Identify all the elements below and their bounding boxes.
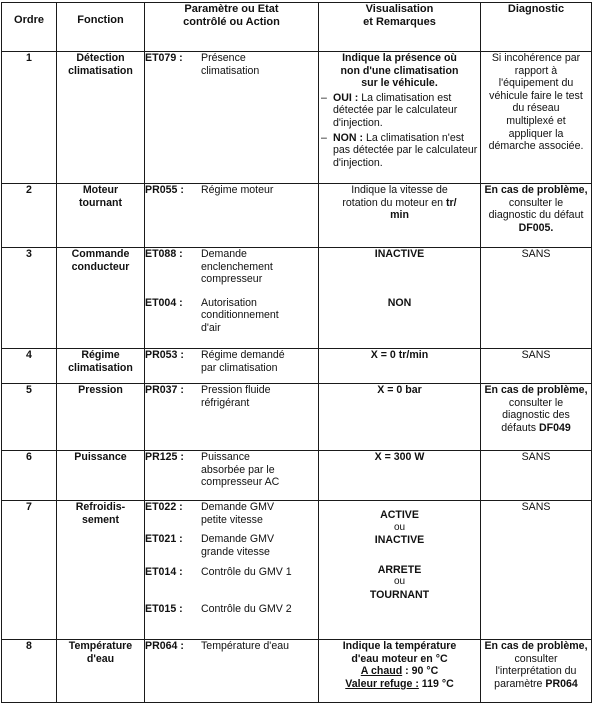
visu-or: ou xyxy=(393,521,406,533)
table-row xyxy=(2,52,592,184)
visu-line: Indique la température xyxy=(342,640,457,652)
diag-line: multiplexé et xyxy=(506,114,566,127)
row-fonction xyxy=(57,501,145,640)
param-label-line: Présence xyxy=(201,52,246,64)
diag-text: paramètre xyxy=(494,677,546,690)
fonction-line: climatisation xyxy=(68,64,133,77)
param-code: PR125 : xyxy=(145,451,184,463)
param-code: ET088 : xyxy=(145,248,183,260)
fonction-line: climatisation xyxy=(68,361,133,374)
table-row xyxy=(2,248,592,349)
row-visualisation xyxy=(319,248,481,349)
param-label-line: Pression fluide xyxy=(201,384,271,396)
row-diagnostic xyxy=(481,52,592,184)
table-row xyxy=(2,349,592,384)
param-entry xyxy=(145,52,318,77)
visu-value: NON xyxy=(387,296,412,309)
param-label: Régime moteur xyxy=(201,184,274,196)
visu-line xyxy=(319,197,480,210)
header-visualisation-line1: Visualisation xyxy=(365,3,434,15)
diag-line: consulter le xyxy=(508,196,564,209)
table-row xyxy=(2,384,592,451)
header-parametre xyxy=(145,3,319,52)
param-code: ET014 : xyxy=(145,566,183,579)
param-label-line: climatisation xyxy=(201,64,260,77)
param-code: ET015 : xyxy=(145,602,183,615)
row-parametre xyxy=(145,52,319,184)
param-label-line: absorbée par le xyxy=(201,463,275,476)
param-label-line: réfrigérant xyxy=(201,396,250,409)
visu-val: : 90 °C xyxy=(402,665,439,678)
header-parametre-line2: contrôlé ou Action xyxy=(183,15,280,28)
param-label-line: grande vitesse xyxy=(201,545,270,558)
table-row xyxy=(2,640,592,703)
row-parametre xyxy=(145,384,319,451)
fonction-line: Moteur xyxy=(82,184,119,196)
row-parametre xyxy=(145,640,319,703)
row-fonction xyxy=(57,248,145,349)
param-entry xyxy=(145,384,318,409)
visu-value: INACTIVE xyxy=(374,534,425,547)
param-entry xyxy=(145,533,318,558)
diag-line: véhicule faire le test xyxy=(489,89,583,102)
remark-text: La climatisation est détectée par le calculateur d'injection. xyxy=(333,91,458,129)
diag-line: du réseau xyxy=(512,102,560,115)
param-code: ET022 : xyxy=(145,501,183,513)
header-fonction: Fonction xyxy=(57,3,145,52)
diag-line: démarche associée. xyxy=(488,140,584,153)
row-parametre xyxy=(145,184,319,248)
fonction-line: Régime xyxy=(81,349,120,361)
param-label xyxy=(201,248,318,286)
table-row xyxy=(2,501,592,640)
param-label xyxy=(201,501,318,526)
visu-remark-non xyxy=(319,132,480,170)
diag-line: En cas de problème, xyxy=(484,184,588,196)
param-label-line: d'air xyxy=(201,321,221,334)
visu-intro-line: non d'une climatisation xyxy=(340,64,459,77)
header-diagnostic: Diagnostic xyxy=(481,3,592,52)
param-label-line: conditionnement xyxy=(201,309,279,322)
diag-line: consulter le xyxy=(508,396,564,409)
row-ordre: 1 xyxy=(2,52,57,184)
visu-value: ARRETE xyxy=(377,563,422,576)
header-visualisation xyxy=(319,3,481,52)
param-label xyxy=(201,384,318,409)
param-entry xyxy=(145,603,318,616)
param-code: PR055 : xyxy=(145,184,184,196)
visu-intro-line: sur le véhicule. xyxy=(361,77,438,90)
row-diagnostic: SANS xyxy=(481,501,592,640)
row-ordre: 4 xyxy=(2,349,57,384)
row-ordre: 7 xyxy=(2,501,57,640)
row-ordre: 3 xyxy=(2,248,57,349)
diagnostic-table xyxy=(1,2,592,703)
diag-line: diagnostic des xyxy=(502,409,570,422)
param-code: ET021 : xyxy=(145,533,183,546)
param-label-line: Régime demandé xyxy=(201,349,285,361)
param-label-line: Autorisation xyxy=(201,296,257,309)
param-entry xyxy=(145,566,318,579)
row-visualisation: X = 300 W xyxy=(319,451,481,501)
param-entry xyxy=(145,297,318,335)
diag-line: diagnostic du défaut xyxy=(488,209,584,222)
visu-line: d'eau moteur en °C xyxy=(351,652,448,665)
row-parametre xyxy=(145,451,319,501)
param-entry xyxy=(145,640,318,653)
diag-code: PR064 xyxy=(545,677,578,690)
param-label-line: Demande GMV xyxy=(201,501,275,513)
param-label-line: enclenchement xyxy=(201,260,273,273)
param-label-line: par climatisation xyxy=(201,361,278,374)
param-label xyxy=(201,52,318,77)
row-fonction xyxy=(57,52,145,184)
param-label-line: petite vitesse xyxy=(201,513,263,526)
row-parametre xyxy=(145,248,319,349)
param-label-line: compresseur xyxy=(201,273,263,286)
table-row xyxy=(2,184,592,248)
param-code: PR064 : xyxy=(145,640,184,652)
fonction-line: tournant xyxy=(79,196,122,209)
row-diagnostic: SANS xyxy=(481,248,592,349)
remark-key: NON : xyxy=(333,131,364,144)
row-ordre: 5 xyxy=(2,384,57,451)
visu-unit: tr/ xyxy=(446,196,457,209)
row-diagnostic xyxy=(481,640,592,703)
visu-or: ou xyxy=(393,576,406,588)
remark-text: La climatisation n'est pas détectée par le calculateur d'injection. xyxy=(333,131,478,169)
row-fonction: Puissance xyxy=(57,451,145,501)
param-code: PR053 : xyxy=(145,349,184,361)
param-label xyxy=(201,297,318,335)
param-entry xyxy=(145,184,318,197)
param-label-line: Puissance xyxy=(201,451,250,463)
fonction-line: Refroidis- xyxy=(75,501,126,513)
visu-remarks-list xyxy=(319,92,480,170)
row-parametre xyxy=(145,349,319,384)
diag-text: défauts xyxy=(501,421,539,434)
row-visualisation: X = 0 tr/min xyxy=(319,349,481,384)
visu-line: Indique la vitesse de xyxy=(351,184,448,196)
param-label: Température d'eau xyxy=(201,640,290,652)
header-visualisation-line2: et Remarques xyxy=(363,15,436,28)
diag-line: Si incohérence par xyxy=(491,52,581,64)
table-header-row xyxy=(2,3,592,52)
header-ordre: Ordre xyxy=(2,3,57,52)
diag-line: rapport à xyxy=(514,64,558,77)
param-code: PR037 : xyxy=(145,384,184,396)
fonction-line: Commande xyxy=(71,248,130,260)
row-diagnostic xyxy=(481,184,592,248)
visu-key: A chaud xyxy=(360,665,403,678)
param-entry xyxy=(145,451,318,489)
param-code: ET004 : xyxy=(145,296,183,309)
diag-line: appliquer la xyxy=(508,127,564,140)
visu-value: TOURNANT xyxy=(369,588,430,601)
row-fonction: Pression xyxy=(57,384,145,451)
param-label: Contrôle du GMV 1 xyxy=(201,566,292,579)
visu-key: Valeur refuge : xyxy=(345,677,419,690)
fonction-line: Température xyxy=(68,640,133,652)
row-visualisation xyxy=(319,501,481,640)
param-label-line: Demande GMV xyxy=(201,533,275,546)
fonction-line: sement xyxy=(81,513,120,526)
param-code: ET079 : xyxy=(145,52,183,64)
fonction-line: conducteur xyxy=(71,260,130,273)
diag-line: l'équipement du xyxy=(498,77,574,90)
diag-line xyxy=(481,422,591,435)
visu-val: 119 °C xyxy=(418,677,454,690)
param-entry xyxy=(145,349,318,374)
diag-line: consulter xyxy=(514,652,558,665)
visu-line xyxy=(319,678,480,691)
row-parametre xyxy=(145,501,319,640)
visu-value: INACTIVE xyxy=(374,248,425,260)
remark-key: OUI : xyxy=(333,91,359,104)
diag-line: l'interprétation du xyxy=(495,665,577,678)
visu-line xyxy=(319,665,480,678)
fonction-line: Détection xyxy=(76,52,125,64)
diag-line: En cas de problème, xyxy=(484,640,588,652)
visu-line: min xyxy=(390,209,409,222)
row-visualisation xyxy=(319,184,481,248)
param-label xyxy=(201,533,318,558)
row-ordre: 8 xyxy=(2,640,57,703)
param-label-line: compresseur AC xyxy=(201,476,280,489)
row-fonction xyxy=(57,640,145,703)
param-entry xyxy=(145,501,318,526)
visu-remark-oui xyxy=(319,92,480,130)
diag-code: DF049 xyxy=(538,421,571,434)
row-diagnostic: SANS xyxy=(481,451,592,501)
row-diagnostic xyxy=(481,384,592,451)
param-label xyxy=(201,451,318,489)
table-row xyxy=(2,451,592,501)
diag-line: En cas de problème, xyxy=(484,384,588,396)
fonction-line: d'eau xyxy=(86,652,115,665)
row-visualisation xyxy=(319,640,481,703)
param-label xyxy=(201,349,318,374)
header-parametre-line1: Paramètre ou Etat xyxy=(184,3,279,15)
param-entry xyxy=(145,248,318,286)
row-visualisation: X = 0 bar xyxy=(319,384,481,451)
diag-line xyxy=(481,678,591,691)
visu-text: rotation du moteur en xyxy=(342,196,447,209)
row-ordre: 6 xyxy=(2,451,57,501)
row-visualisation xyxy=(319,52,481,184)
visu-intro-line: Indique la présence où xyxy=(342,52,457,64)
row-fonction xyxy=(57,349,145,384)
param-label: Contrôle du GMV 2 xyxy=(201,602,292,615)
diag-line: DF005. xyxy=(518,221,554,234)
param-label-line: Demande xyxy=(201,248,247,260)
row-diagnostic: SANS xyxy=(481,349,592,384)
row-fonction xyxy=(57,184,145,248)
visu-value: ACTIVE xyxy=(380,509,419,521)
row-ordre: 2 xyxy=(2,184,57,248)
